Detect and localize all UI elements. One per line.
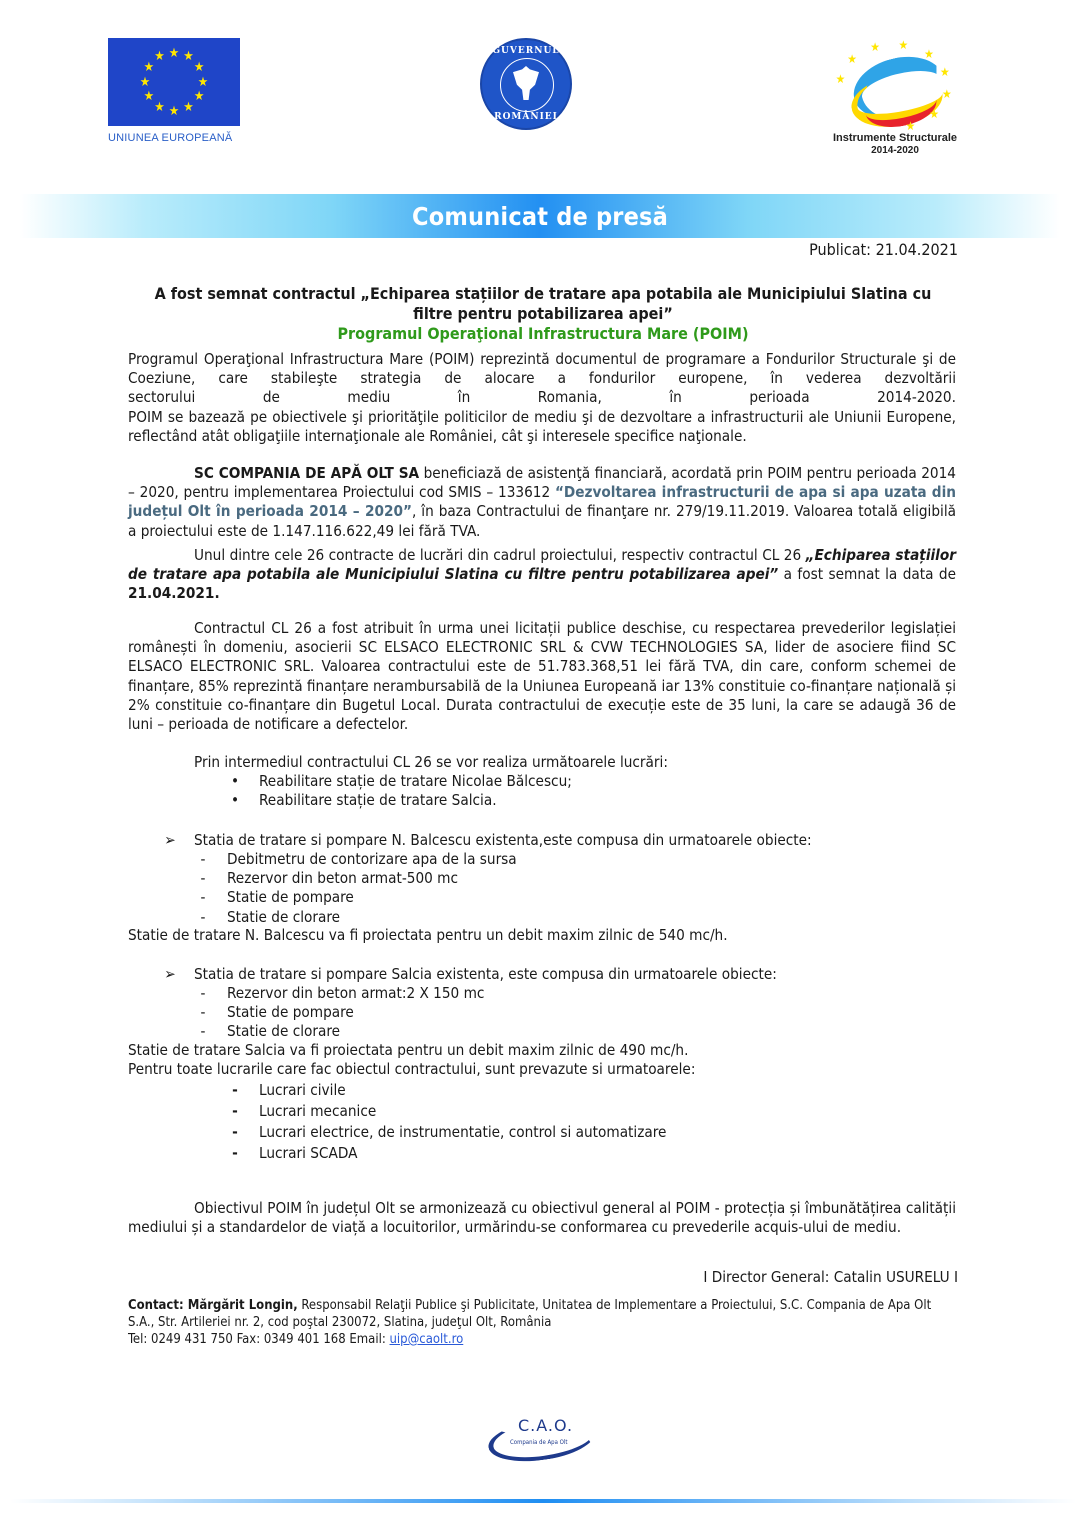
spread-word: perioada — [749, 388, 810, 407]
dash-icon: - — [200, 984, 206, 1002]
dash-icon: - — [232, 1081, 238, 1099]
seal-top-text: GUVERNUL — [492, 46, 560, 56]
signature: I Director General: Catalin USURELU I — [703, 1268, 958, 1286]
paragraph-financing — [128, 464, 956, 541]
headline-line-2: filtre pentru potabilizarea apei” — [413, 304, 673, 323]
seal-bottom-text: ROMÂNIEI — [494, 112, 558, 122]
eu-star-icon: ★ — [183, 99, 194, 115]
additional-work-item: - Lucrari SCADA — [259, 1143, 666, 1164]
structural-instruments-icon — [835, 36, 955, 133]
paragraph-contract-details: Contractul CL 26 a fost atribuit în urma unei licitații publice deschise, cu respectarea prevederilor legislației românești în domeniu, asocierii SC ELSACO ELECTRONIC SRL & CVW TECHNOLOGIES SA, lider de asociere fiind SC ELSACO ELECTRONIC SRL. Valoarea contractului este de 51.783.368,51 lei fără TVA, din care, conform schemei de finanțare, 85% reprezintă finanțare nerambursabilă de la Uniunea Europeană iar 13% constituie co-finanțare națională și 2% constituie co-finanțare din Bugetul Local. Durata contractului de execuție este de 35 luni, la care se adaugă 36 de luni – perioada de notificare a defectelor. — [128, 619, 956, 734]
paragraph-contract — [128, 546, 956, 604]
eu-logo-caption: UNIUNEA EUROPEANĂ — [108, 132, 233, 144]
paragraph-poim-intro — [128, 350, 956, 446]
company-name: SC COMPANIA DE APĂ OLT SA — [194, 464, 420, 482]
additional-work-item: - Lucrari electrice, de instrumentatie, control si automatizare — [259, 1122, 666, 1143]
salcia-items — [200, 984, 485, 1042]
salcia-capacity-note: Statie de tratare Salcia va fi proiectata pentru un debit maxim zilnic de 490 mc/h. — [128, 1041, 689, 1059]
arrow-bullet-icon: ➢ — [164, 965, 176, 983]
contact-details: Responsabil Relaţii Publice şi Publicitate, Unitatea de Implementare a Proiectului, S.C. Compania de Apa Olt S.A., Str. Artileriei nr. 2, cod poştal 230072, Slatina, judeţul Olt, România — [128, 1298, 932, 1330]
press-release-banner — [20, 194, 1060, 238]
is-star-icon: ★ — [940, 65, 950, 80]
spread-word: mediu — [347, 388, 391, 407]
spread-word: în — [457, 388, 471, 407]
contract-text-1: Unul dintre cele 26 contracte de lucrări din cadrul proiectului, respectiv contractul CL 26 — [194, 546, 806, 564]
eu-star-icon: ★ — [143, 60, 155, 75]
eu-star-icon: ★ — [143, 89, 155, 104]
is-star-icon: ★ — [929, 106, 940, 121]
cao-logo-icon — [488, 1412, 598, 1462]
contract-signing-date: 21.04.2021. — [128, 584, 220, 603]
paragraph-poim-intro-part1: Programul Operaţional Infrastructura Mare (POIM) reprezintă documentul de programare a Fondurilor Structurale şi de Coeziune, care stabileşte strategia de alocare a fondurilor europene, în vederea dezvoltării — [128, 350, 956, 388]
contact-name: Mărgărit Longin, — [187, 1298, 298, 1313]
balcescu-items — [200, 850, 517, 927]
bullet-icon: • — [230, 791, 240, 810]
structural-instruments-caption: Instrumente Structurale — [832, 132, 958, 144]
footer-divider — [10, 1499, 1076, 1503]
spread-word: 2014-2020. — [877, 388, 956, 407]
balcescu-heading: ➢ Statia de tratare si pompare N. Balcescu existenta,este compusa din urmatoarele obiecte: — [194, 831, 812, 850]
spread-word: Romania, — [537, 388, 602, 407]
structural-instruments-years: 2014-2020 — [871, 145, 919, 156]
romanian-government-logo — [480, 38, 572, 130]
dash-icon: - — [200, 850, 206, 868]
cao-logo-subtitle: Compania de Apa Olt — [510, 1439, 568, 1446]
eu-star-icon: ★ — [197, 74, 209, 90]
bullet-icon: • — [230, 772, 240, 790]
paragraph-objective: Obiectivul POIM în județul Olt se armonizează cu obiectivul general al POIM - protecția și îmbunătățirea calității mediului și a standardelor de viață a locuitorilor, urmărindu-se conformarea cu prevederile acquis-ului de mediu. — [128, 1199, 956, 1237]
eu-star-icon: ★ — [154, 99, 165, 115]
salcia-item: - Rezervor din beton armat:2 X 150 mc — [227, 984, 484, 1003]
balcescu-item: - Statie de pompare — [227, 888, 517, 907]
spread-word: sectorului — [128, 388, 196, 407]
balcescu-item: - Debitmetru de contorizare apa de la sursa — [227, 850, 517, 869]
spread-word: de — [262, 388, 280, 407]
works-intro: Prin intermediul contractului CL 26 se vor realiza următoarele lucrări: — [194, 753, 668, 771]
contact-block — [128, 1297, 958, 1348]
balcescu-capacity-note: Statie de tratare N. Balcescu va fi proiectata pentru un debit maxim zilnic de 540 mc/h. — [128, 926, 728, 944]
balcescu-item: - Rezervor din beton armat-500 mc — [227, 869, 517, 888]
salcia-heading: ➢ Statia de tratare si pompare Salcia existenta, este compusa din urmatoarele obiecte: — [194, 965, 777, 984]
eu-star-icon: ★ — [154, 49, 165, 65]
salcia-item: - Statie de pompare — [227, 1003, 484, 1022]
eu-star-icon: ★ — [183, 49, 194, 65]
dash-icon: - — [200, 907, 206, 926]
is-star-icon: ★ — [905, 118, 916, 133]
is-star-icon: ★ — [870, 39, 880, 54]
headline — [120, 284, 966, 344]
dash-icon: - — [232, 1123, 238, 1141]
eu-logo — [108, 38, 242, 144]
is-star-icon: ★ — [898, 37, 909, 52]
eu-star-icon: ★ — [168, 103, 180, 119]
works-list-item: • Reabilitare stație de tratare Nicolae Bălcescu; — [259, 772, 572, 791]
additional-works-list — [232, 1080, 667, 1164]
eu-star-icon: ★ — [193, 89, 205, 104]
is-star-icon: ★ — [835, 72, 846, 87]
dash-icon: - — [232, 1144, 238, 1162]
spread-word: în — [669, 388, 682, 407]
romanian-government-seal-icon — [480, 38, 572, 130]
financing-text-2: , în baza Contractului de finanţare nr. 279/19.11.2019. Valoarea totală eligibilă a proiectului este de 1.147.116.622,49 lei fără TVA. — [128, 502, 956, 540]
is-star-icon: ★ — [941, 87, 952, 102]
contact-email-link[interactable]: uip@caolt.ro — [389, 1332, 464, 1347]
paragraph-poim-intro-spread-line — [128, 388, 956, 407]
dash-icon: - — [200, 888, 206, 907]
structural-instruments-logo — [825, 36, 965, 156]
is-star-icon: ★ — [924, 47, 934, 62]
additional-work-item: - Lucrari civile — [259, 1080, 666, 1101]
contact-label: Contact: — [128, 1298, 188, 1313]
additional-work-item: - Lucrari mecanice — [259, 1101, 666, 1122]
dash-icon: - — [200, 869, 206, 888]
works-list — [230, 772, 572, 810]
published-date: Publicat: 21.04.2021 — [809, 240, 958, 259]
headline-line-1: A fost semnat contractul „Echiparea stațiilor de tratare apa potabila ale Municipiului Slatina cu — [154, 284, 932, 303]
additional-works-intro: Pentru toate lucrarile care fac obiectul contractului, sunt prevazute si urmatoarele: — [128, 1060, 696, 1078]
project-title: “Dezvoltarea infrastructurii de apa si apa uzata din județul Olt în perioada 2014 – 2020” — [128, 483, 956, 521]
banner-title: Comunicat de presă — [411, 201, 669, 231]
contact-phones: Tel: 0249 431 750 Fax: 0349 401 168 Email: — [128, 1332, 390, 1347]
works-list-item: • Reabilitare stație de tratare Salcia. — [259, 791, 572, 810]
is-star-icon: ★ — [847, 52, 857, 67]
financing-text-1: beneficiază de asistenţă financiară, acordată prin POIM pentru perioada 2014 – 2020, pentru implementarea Proiectului cod SMIS – 133612 — [128, 464, 956, 502]
contract-text-2: a fost semnat la data de — [778, 565, 956, 584]
program-title: Programul Operaţional Infrastructura Mare (POIM) — [337, 324, 749, 343]
contract-title: „Echiparea stațiilor de tratare apa potabila ale Municipiului Slatina cu filtre pentru potabilizarea apei” — [128, 546, 956, 584]
eu-star-icon: ★ — [193, 60, 205, 75]
dash-icon: - — [200, 1003, 206, 1022]
dash-icon: - — [200, 1022, 206, 1041]
eu-flag-icon — [108, 38, 240, 126]
salcia-item: - Statie de clorare — [227, 1022, 484, 1041]
arrow-bullet-icon: ➢ — [164, 831, 176, 849]
cao-logo-name: C.A.O. — [518, 1416, 574, 1435]
paragraph-poim-intro-part2: POIM se bazează pe obiectivele şi priorităţile politicilor de mediu şi de dezvoltare a infrastructurii ale Uniunii Europene, reflectând atât obligaţiile internaţionale ale României, cât şi interesele specifice naţionale. — [128, 407, 956, 445]
dash-icon: - — [232, 1102, 238, 1120]
eu-star-icon: ★ — [168, 45, 180, 61]
eu-star-icon: ★ — [139, 74, 151, 90]
balcescu-item: - Statie de clorare — [227, 908, 517, 927]
